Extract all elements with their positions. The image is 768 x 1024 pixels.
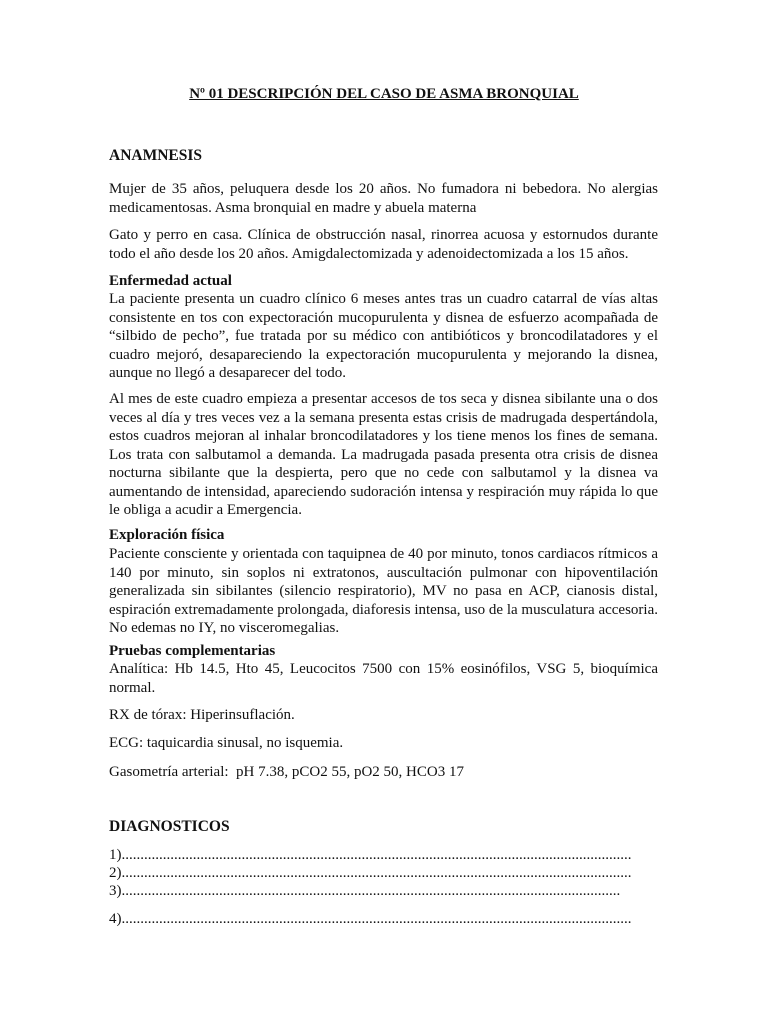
diagnostico-line-1[interactable]: 1)........................................................................................................................................ <box>109 847 632 863</box>
enfermedad-actual-paragraph-2: Al mes de este cuadro empieza a presentar accesos de tos seca y disnea sibilante una o dos veces al día y tres veces vez a la semana presenta estas crisis de madrugada despertándola, estos cuadros mejoran al inhalar broncodilatadores y los tiene menos los fines de semana. Los trata con salbutamol a demanda. La madrugada pasada presenta otra crisis de disnea nocturna sibilante que la despierta, pero que no cede con salbutamol y la disnea va aumentando de intensidad, apareciendo sudoración intensa y respiración muy rápida lo que le obliga a acudir a Emergencia. <box>109 391 658 518</box>
exploracion-fisica-heading: Exploración física <box>109 527 225 543</box>
gasometria-text: Gasometría arterial: pH 7.38, pCO2 55, pO2 50, HCO3 17 <box>109 764 464 780</box>
rx-torax-text: RX de tórax: Hiperinsuflación. <box>109 707 295 723</box>
anamnesis-paragraph-1: Mujer de 35 años, peluquera desde los 20 años. No fumadora ni bebedora. No alergias medicamentosas. Asma bronquial en madre y abuela materna <box>109 181 658 216</box>
diagnostico-line-3[interactable]: 3)..................................................................................................................................... <box>109 883 621 899</box>
diagnostico-line-4[interactable]: 4)........................................................................................................................................ <box>109 911 632 927</box>
ecg-text: ECG: taquicardia sinusal, no isquemia. <box>109 735 344 751</box>
enfermedad-actual-paragraph-1: La paciente presenta un cuadro clínico 6 meses antes tras un cuadro catarral de vías altas consistente en tos con expectoración mucopurulenta y disnea de esfuerzo acompañada de “silbido de pecho”, fue tratada por su médico con antibióticos y broncodilatadores y el cuadro mejoró, desapareciendo la expectoración mucopurulenta y mejorando la disnea, aunque no llegó a desaparecer del todo. <box>109 291 658 381</box>
page-title: Nº 01 DESCRIPCIÓN DEL CASO DE ASMA BRONQUIAL <box>189 86 579 102</box>
analitica-text: Analítica: Hb 14.5, Hto 45, Leucocitos 7500 con 15% eosinófilos, VSG 5, bioquímica normal. <box>109 661 658 696</box>
enfermedad-actual-heading: Enfermedad actual <box>109 273 232 289</box>
anamnesis-paragraph-2: Gato y perro en casa. Clínica de obstrucción nasal, rinorrea acuosa y estornudos durante todo el año desde los 20 años. Amigdalectomizada y adenoidectomizada a los 15 años. <box>109 227 658 262</box>
exploracion-fisica-paragraph: Paciente consciente y orientada con taquipnea de 40 por minuto, tonos cardiacos rítmicos a 140 por minuto, sin soplos ni extratonos, auscultación pulmonar con hipoventilación generalizada sin sibilantes (silencio respiratorio), MV no pasa en ACP, cianosis distal, espiración extremadamente prolongada, diaforesis intensa, uso de la musculatura accesoria. No edemas no IY, no visceromegalias. <box>109 546 658 636</box>
diagnosticos-heading: DIAGNOSTICOS <box>109 818 230 835</box>
anamnesis-heading: ANAMNESIS <box>109 147 203 164</box>
diagnostico-line-2[interactable]: 2)........................................................................................................................................ <box>109 865 632 881</box>
pruebas-complementarias-heading: Pruebas complementarias <box>109 643 276 659</box>
